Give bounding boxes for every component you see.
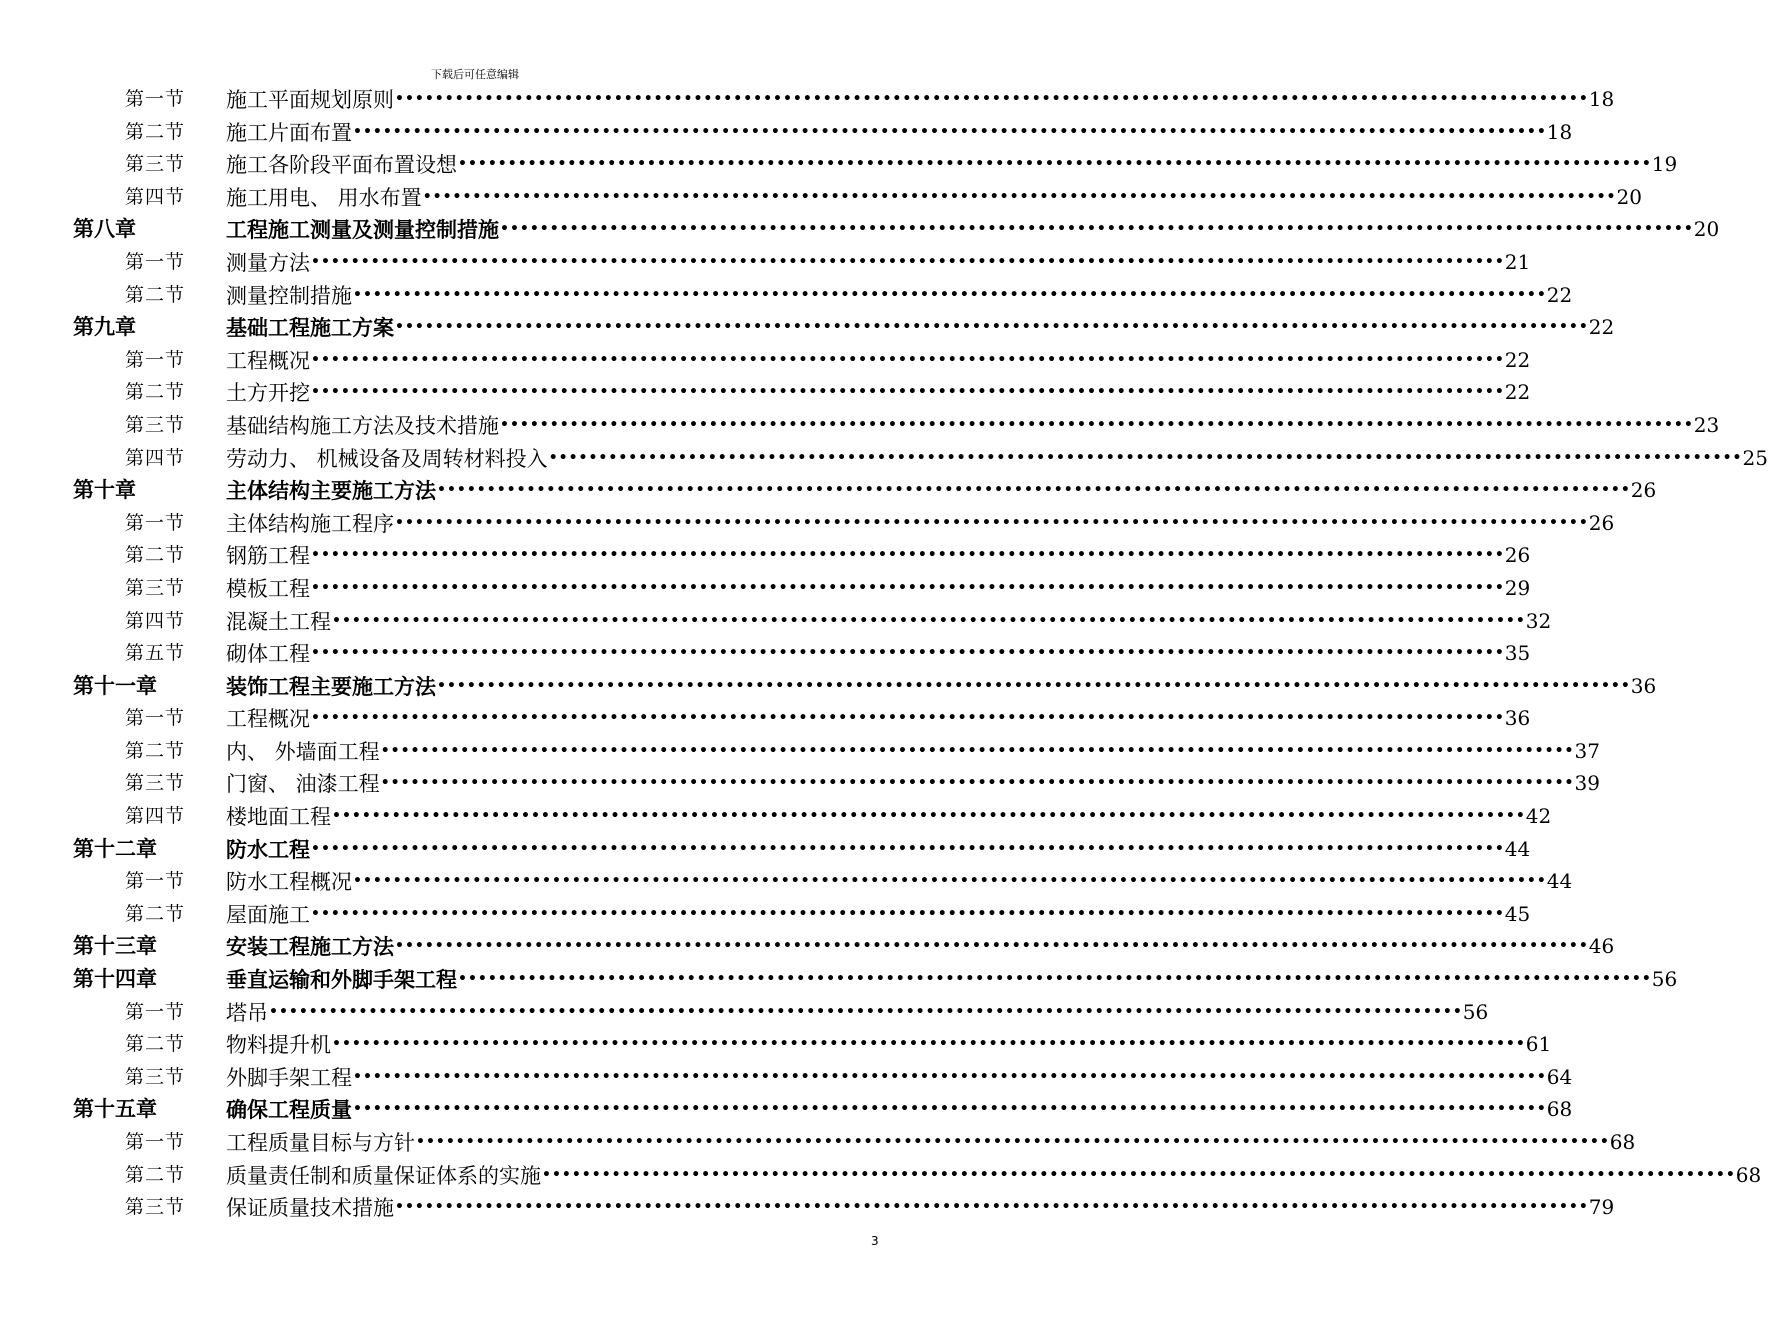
toc-entry-label: 第一节 (125, 707, 186, 730)
toc-entry-page: 79 (1588, 1195, 1615, 1220)
dot-leader: •••••••••••••••••••••••••••••••••••••••••••••••••••••••••••••••••••••••••••••••••••••••••••••••••••••••••••••••••••••••• (311, 905, 1505, 922)
toc-entry-title: 测量方法 (226, 250, 310, 275)
toc-entry-title: 塔吊 (226, 1000, 268, 1025)
toc-entry-title: 内、 外墙面工程 (226, 739, 380, 764)
table-of-contents (0, 83, 1768, 1224)
dot-leader: •••••••••••••••••••••••••••••••••••••••••••••••••••••••••••••••••••••••••••••••••••••••••••••••••••••••••••••••••••••••• (311, 384, 1505, 401)
toc-entry-link[interactable] (226, 1159, 1762, 1191)
dot-leader: •••••••••••••••••••••••••••••••••••••••••••••••••••••••••••••••••••••••••••••••••••••••••••••••••••••••••••••••••••••••• (395, 514, 1589, 531)
toc-entry-title: 测量控制措施 (226, 283, 352, 308)
toc-chapter-row[interactable] (0, 833, 1531, 866)
toc-entry-label: 第一节 (125, 1131, 186, 1153)
toc-entry-title: 防水工程 (226, 837, 310, 862)
toc-entry-title: 主体结构主要施工方法 (226, 479, 436, 504)
toc-entry-page: 44 (1504, 836, 1531, 861)
toc-entry-page: 35 (1504, 641, 1531, 666)
toc-entry-page: 37 (1574, 738, 1600, 763)
toc-entry-page: 22 (1504, 380, 1531, 405)
dot-leader: •••••••••••••••••••••••••••••••••••••••••••••••••••••••••••••••••••••••••••••••••••••••••••••••••••••••••••••••••••••••• (353, 873, 1547, 890)
dot-leader: •••••••••••••••••••••••••••••••••••••••••••••••••••••••••••••••••••••••••••••••••••••••••••••••••••••••••••••••••••••••• (437, 482, 1631, 499)
toc-entry-link[interactable] (226, 311, 1615, 343)
toc-entry-page: 26 (1588, 510, 1615, 535)
toc-entry-title: 防水工程概况 (226, 870, 352, 895)
page-number: 3 (871, 1234, 879, 1248)
toc-entry-link[interactable] (226, 344, 1531, 376)
toc-entry-title: 施工各阶段平面布置设想 (226, 153, 457, 178)
toc-entry-label: 第一节 (125, 870, 186, 893)
toc-entry-title: 装饰工程主要施工方法 (226, 674, 436, 699)
toc-entry-page: 29 (1504, 575, 1531, 600)
toc-entry-title: 确保工程质量 (226, 1098, 352, 1123)
toc-entry-label: 第一节 (125, 1000, 186, 1023)
toc-section-row[interactable] (0, 279, 1573, 312)
toc-entry-label: 第三节 (125, 413, 186, 436)
toc-entry-link[interactable] (226, 539, 1531, 571)
toc-entry-link[interactable] (226, 605, 1552, 637)
dot-leader: •••••••••••••••••••••••••••••••••••••••••••••••••••••••••••••••••••••••••••••••••••••••••••••••••••••••••••••••••••••••• (437, 677, 1631, 694)
toc-section-row[interactable] (0, 865, 1573, 898)
toc-entry-title: 施工平面规划原则 (226, 88, 394, 112)
toc-entry-title: 门窗、 油漆工程 (226, 772, 380, 797)
toc-entry-page: 25 (1742, 445, 1768, 470)
dot-leader: •••••••••••••••••••••••••••••••••••••••••••••••••••••••••••••••••••••••••••••••••••••••••••••••••••••••••••••••••••••••• (311, 253, 1505, 270)
dot-leader: •••••••••••••••••••••••••••••••••••••••••••••••••••••••••••••••••••••••••••••••••••••••••••••••••••••••••••••••••••••••• (311, 645, 1505, 662)
toc-entry-label: 第三节 (125, 153, 186, 176)
dot-leader: •••••••••••••••••••••••••••••••••••••••••••••••••••••••••••••••••••••••••••••••••••••••••••••••••••••••••••••••••••••••• (416, 1134, 1610, 1150)
toc-entry-link[interactable] (226, 996, 1489, 1028)
toc-chapter-row[interactable] (0, 963, 1678, 996)
dot-leader: •••••••••••••••••••••••••••••••••••••••••••••••••••••••••••••••••••••••••••••••••••••••••••••••••••••••••••••••••••••••• (395, 319, 1589, 336)
toc-entry-link[interactable] (226, 1093, 1573, 1125)
toc-entry-label: 第二节 (125, 120, 186, 143)
dot-leader: •••••••••••••••••••••••••••••••••••••••••••••••••••••••••••••••••••••••••••••••••••••••••••••••••••••••••••••••••••••••• (311, 710, 1505, 727)
toc-entry-link[interactable] (226, 376, 1531, 408)
toc-entry-page: 64 (1546, 1064, 1573, 1089)
toc-entry-page: 56 (1462, 999, 1489, 1024)
toc-entry-label: 第十二章 (73, 835, 157, 861)
toc-entry-label: 第三节 (125, 1065, 186, 1088)
toc-entry-label: 第二节 (125, 1033, 186, 1056)
toc-entry-page: 56 (1651, 967, 1678, 992)
toc-section-row[interactable] (0, 800, 1552, 833)
toc-chapter-row[interactable] (0, 311, 1615, 344)
toc-entry-label: 第四节 (125, 805, 186, 828)
dot-leader: •••••••••••••••••••••••••••••••••••••••••••••••••••••••••••••••••••••••••••••••••••••••••••••••••••••••••••••••••••••••• (380, 742, 1575, 759)
dot-leader: •••••••••••••••••••••••••••••••••••••••••••••••••••••••••••••••••••••••••••••••••••••••••••••••••••••••••••••••••••••••• (542, 1166, 1736, 1183)
toc-section-row[interactable] (0, 1028, 1552, 1061)
toc-section-row[interactable] (0, 1061, 1573, 1094)
toc-entry-link[interactable] (226, 1126, 1636, 1158)
toc-entry-title: 工程概况 (226, 348, 310, 373)
toc-entry-page: 21 (1504, 249, 1531, 274)
toc-entry-page: 68 (1609, 1130, 1636, 1154)
toc-entry-link[interactable] (226, 702, 1531, 734)
toc-section-row[interactable] (0, 344, 1531, 377)
dot-leader: •••••••••••••••••••••••••••••••••••••••••••••••••••••••••••••••••••••••••••••••••••••••••••••••••••••••••••••••••••••••• (353, 286, 1547, 303)
toc-entry-page: 36 (1630, 673, 1657, 698)
toc-section-row[interactable] (0, 572, 1531, 605)
toc-entry-page: 22 (1546, 282, 1573, 307)
toc-chapter-row[interactable] (0, 474, 1657, 507)
toc-entry-label: 第一节 (125, 250, 186, 273)
toc-section-row[interactable] (0, 605, 1552, 638)
toc-entry-label: 第二节 (125, 1163, 186, 1186)
toc-entry-link[interactable] (226, 474, 1657, 506)
dot-leader: •••••••••••••••••••••••••••••••••••••••••••••••••••••••••••••••••••••••••••••••••••••••••••••••••••••••••••••••••••••••• (458, 971, 1652, 988)
toc-entry-link[interactable] (226, 800, 1552, 832)
toc-entry-page: 68 (1735, 1162, 1762, 1187)
toc-entry-link[interactable] (226, 865, 1573, 897)
toc-entry-link[interactable] (226, 1191, 1615, 1223)
toc-chapter-row[interactable] (0, 1093, 1573, 1126)
toc-entry-page: 19 (1651, 152, 1678, 177)
toc-entry-link[interactable] (226, 1028, 1552, 1060)
toc-chapter-row[interactable] (0, 930, 1615, 963)
toc-entry-page: 68 (1546, 1097, 1573, 1122)
dot-leader: •••••••••••••••••••••••••••••••••••••••••••••••••••••••••••••••••••••••••••••••••••••••••••••••••••••••••••••••••••••••• (395, 938, 1589, 955)
toc-entry-link[interactable] (226, 767, 1600, 799)
toc-entry-title: 劳动力、 机械设备及周转材料投入 (226, 446, 548, 471)
toc-section-row[interactable] (0, 376, 1531, 409)
toc-chapter-row[interactable] (0, 213, 1720, 246)
toc-entry-link[interactable] (226, 1061, 1573, 1093)
toc-entry-link[interactable] (226, 963, 1678, 995)
dot-leader: •••••••••••••••••••••••••••••••••••••••••••••••••••••••••••••••••••••••••••••••••••••••••••••••••••••••••••••••••••••••• (332, 808, 1526, 825)
toc-entry-title: 保证质量技术措施 (226, 1196, 394, 1221)
toc-section-row[interactable] (0, 1191, 1615, 1224)
dot-leader: •••••••••••••••••••••••••••••••••••••••••••••••••••••••••••••••••••••••••••••••••••••••••••••••••••••••••••••••••••••••• (500, 416, 1694, 433)
toc-entry-page: 22 (1588, 315, 1615, 340)
toc-entry-title: 基础结构施工方法及技术措施 (226, 413, 499, 438)
toc-entry-link[interactable] (226, 116, 1573, 148)
toc-entry-title: 质量责任制和质量保证体系的实施 (226, 1163, 541, 1188)
toc-entry-page: 26 (1630, 478, 1657, 503)
toc-section-row[interactable] (0, 735, 1600, 768)
toc-entry-label: 第二节 (125, 544, 186, 567)
dot-leader: •••••••••••••••••••••••••••••••••••••••••••••••••••••••••••••••••••••••••••••••••••••••••••••••••••••••••••••••••••••••• (548, 449, 1743, 466)
toc-entry-label: 第十一章 (73, 672, 157, 698)
toc-entry-title: 屋面施工 (226, 902, 310, 927)
dot-leader: •••••••••••••••••••••••••••••••••••••••••••••••••••••••••••••••••••••••••••••••••••••••••••••••••••••••••••••••••••••••• (353, 123, 1547, 140)
toc-entry-page: 45 (1504, 901, 1531, 926)
toc-entry-label: 第三节 (125, 772, 186, 795)
toc-entry-title: 施工片面布置 (226, 120, 352, 145)
toc-section-row[interactable] (0, 181, 1642, 214)
toc-entry-title: 主体结构施工程序 (226, 511, 394, 536)
toc-entry-link[interactable] (226, 898, 1531, 930)
toc-section-row[interactable] (0, 246, 1531, 279)
toc-entry-link[interactable] (226, 279, 1573, 311)
toc-entry-title: 工程施工测量及测量控制措施 (226, 218, 499, 243)
toc-section-row[interactable] (0, 996, 1489, 1029)
dot-leader: •••••••••••••••••••••••••••••••••••••••••••••••••••••••••••••••••••••••••••••••••••••••••••••••••••••••••••••••••••••••• (422, 188, 1617, 205)
toc-entry-page: 20 (1693, 217, 1720, 242)
toc-entry-link[interactable] (226, 409, 1720, 441)
toc-entry-title: 基础工程施工方案 (226, 316, 394, 341)
toc-entry-page: 42 (1525, 804, 1552, 829)
toc-section-row[interactable] (0, 767, 1600, 800)
dot-leader: •••••••••••••••••••••••••••••••••••••••••••••••••••••••••••••••••••••••••••••••••••••••••••••••••••••••••••••••••••••••• (311, 351, 1505, 368)
toc-entry-label: 第一节 (125, 511, 186, 534)
toc-entry-title: 混凝土工程 (226, 609, 331, 634)
toc-entry-title: 模板工程 (226, 576, 310, 601)
dot-leader: •••••••••••••••••••••••••••••••••••••••••••••••••••••••••••••••••••••••••••••••••••••••••••••••••••••••••••••••••••••••• (332, 612, 1526, 629)
toc-entry-page: 26 (1504, 543, 1531, 568)
toc-entry-title: 工程概况 (226, 707, 310, 732)
toc-entry-title: 砌体工程 (226, 642, 310, 667)
toc-section-row[interactable] (0, 702, 1531, 735)
toc-entry-link[interactable] (226, 833, 1531, 865)
dot-leader: •••••••••••••••••••••••••••••••••••••••••••••••••••••••••••••••••••••••••••••••••••••••••••••••••••••••••••••••••••••••• (332, 1036, 1526, 1053)
toc-entry-title: 物料提升机 (226, 1033, 331, 1058)
toc-entry-label: 第八章 (73, 216, 136, 242)
toc-entry-label: 第三节 (125, 576, 186, 599)
toc-section-row[interactable] (0, 442, 1768, 475)
toc-entry-label: 第一节 (125, 348, 186, 371)
toc-entry-label: 第二节 (125, 283, 186, 306)
dot-leader: •••••••••••••••••••••••••••••••••••••••••••••••••••••••••••••••••••••••••••••••••••••••••••••••••••••••••••••••••••••••• (269, 1003, 1463, 1020)
toc-entry-page: 46 (1588, 934, 1615, 959)
toc-entry-label: 第十三章 (73, 933, 157, 959)
dot-leader: •••••••••••••••••••••••••••••••••••••••••••••••••••••••••••••••••••••••••••••••••••••••••••••••••••••••••••••••••••••••• (500, 221, 1694, 238)
toc-entry-page: 39 (1574, 771, 1600, 796)
toc-entry-title: 土方开挖 (226, 381, 310, 406)
toc-section-row[interactable] (0, 1126, 1636, 1159)
toc-entry-page: 44 (1546, 869, 1573, 894)
toc-entry-label: 第四节 (125, 185, 186, 208)
toc-entry-title: 工程质量目标与方针 (226, 1131, 415, 1155)
dot-leader: •••••••••••••••••••••••••••••••••••••••••••••••••••••••••••••••••••••••••••••••••••••••••••••••••••••••••••••••••••••••• (353, 1068, 1547, 1085)
toc-entry-link[interactable] (226, 148, 1678, 180)
toc-section-row[interactable] (0, 637, 1531, 670)
toc-entry-link[interactable] (226, 735, 1600, 767)
toc-entry-page: 61 (1525, 1032, 1552, 1057)
toc-entry-page: 18 (1546, 119, 1573, 144)
toc-entry-label: 第四节 (125, 446, 186, 469)
toc-entry-label: 第九章 (73, 314, 136, 340)
toc-entry-link[interactable] (226, 572, 1531, 604)
toc-entry-link[interactable] (226, 213, 1720, 245)
toc-section-row[interactable] (0, 539, 1531, 572)
toc-entry-title: 楼地面工程 (226, 805, 331, 830)
toc-entry-link[interactable] (226, 246, 1531, 278)
dot-leader: •••••••••••••••••••••••••••••••••••••••••••••••••••••••••••••••••••••••••••••••••••••••••••••••••••••••••••••••••••••••• (311, 579, 1505, 596)
toc-section-row[interactable] (0, 507, 1615, 540)
toc-entry-link[interactable] (226, 181, 1642, 213)
dot-leader: •••••••••••••••••••••••••••••••••••••••••••••••••••••••••••••••••••••••••••••••••••••••••••••••••••••••••••••••••••••••• (395, 91, 1589, 107)
toc-entry-page: 20 (1616, 184, 1642, 209)
dot-leader: •••••••••••••••••••••••••••••••••••••••••••••••••••••••••••••••••••••••••••••••••••••••••••••••••••••••••••••••••••••••• (311, 840, 1505, 857)
toc-section-row[interactable] (0, 116, 1573, 149)
toc-entry-link[interactable] (226, 637, 1531, 669)
toc-entry-label: 第一节 (125, 88, 186, 110)
toc-entry-label: 第二节 (125, 381, 186, 404)
dot-leader: •••••••••••••••••••••••••••••••••••••••••••••••••••••••••••••••••••••••••••••••••••••••••••••••••••••••••••••••••••••••• (458, 156, 1652, 173)
toc-entry-title: 钢筋工程 (226, 544, 310, 569)
toc-entry-page: 36 (1504, 706, 1531, 731)
toc-section-row[interactable] (0, 409, 1720, 442)
toc-entry-title: 安装工程施工方法 (226, 935, 394, 960)
toc-entry-label: 第十四章 (73, 966, 157, 992)
toc-section-row[interactable] (0, 148, 1678, 181)
toc-entry-label: 第四节 (125, 609, 186, 632)
toc-entry-title: 施工用电、 用水布置 (226, 185, 422, 210)
toc-section-row[interactable] (0, 83, 1615, 116)
toc-entry-link[interactable] (226, 442, 1768, 474)
toc-entry-label: 第五节 (125, 642, 186, 665)
toc-entry-page: 22 (1504, 347, 1531, 372)
toc-entry-link[interactable] (226, 670, 1657, 702)
toc-section-row[interactable] (0, 898, 1531, 931)
toc-entry-label: 第二节 (125, 902, 186, 925)
toc-entry-link[interactable] (226, 507, 1615, 539)
dot-leader: •••••••••••••••••••••••••••••••••••••••••••••••••••••••••••••••••••••••••••••••••••••••••••••••••••••••••••••••••••••••• (353, 1101, 1547, 1118)
toc-entry-link[interactable] (226, 83, 1615, 115)
dot-leader: •••••••••••••••••••••••••••••••••••••••••••••••••••••••••••••••••••••••••••••••••••••••••••••••••••••••••••••••••••••••• (380, 775, 1575, 792)
dot-leader: •••••••••••••••••••••••••••••••••••••••••••••••••••••••••••••••••••••••••••••••••••••••••••••••••••••••••••••••••••••••• (311, 547, 1505, 564)
toc-entry-label: 第二节 (125, 739, 186, 762)
toc-entry-link[interactable] (226, 930, 1615, 962)
toc-chapter-row[interactable] (0, 670, 1657, 703)
toc-entry-title: 外脚手架工程 (226, 1065, 352, 1090)
toc-entry-label: 第十五章 (73, 1096, 157, 1122)
toc-entry-page: 23 (1693, 412, 1720, 437)
toc-entry-page: 32 (1525, 608, 1552, 633)
toc-section-row[interactable] (0, 1159, 1762, 1192)
toc-entry-label: 第十章 (73, 477, 136, 503)
toc-entry-label: 第三节 (125, 1196, 186, 1219)
toc-entry-page: 18 (1588, 87, 1615, 111)
dot-leader: •••••••••••••••••••••••••••••••••••••••••••••••••••••••••••••••••••••••••••••••••••••••••••••••••••••••••••••••••••••••• (395, 1199, 1589, 1216)
toc-entry-title: 垂直运输和外脚手架工程 (226, 968, 457, 993)
page-header: 下载后可任意编辑 (431, 68, 519, 81)
